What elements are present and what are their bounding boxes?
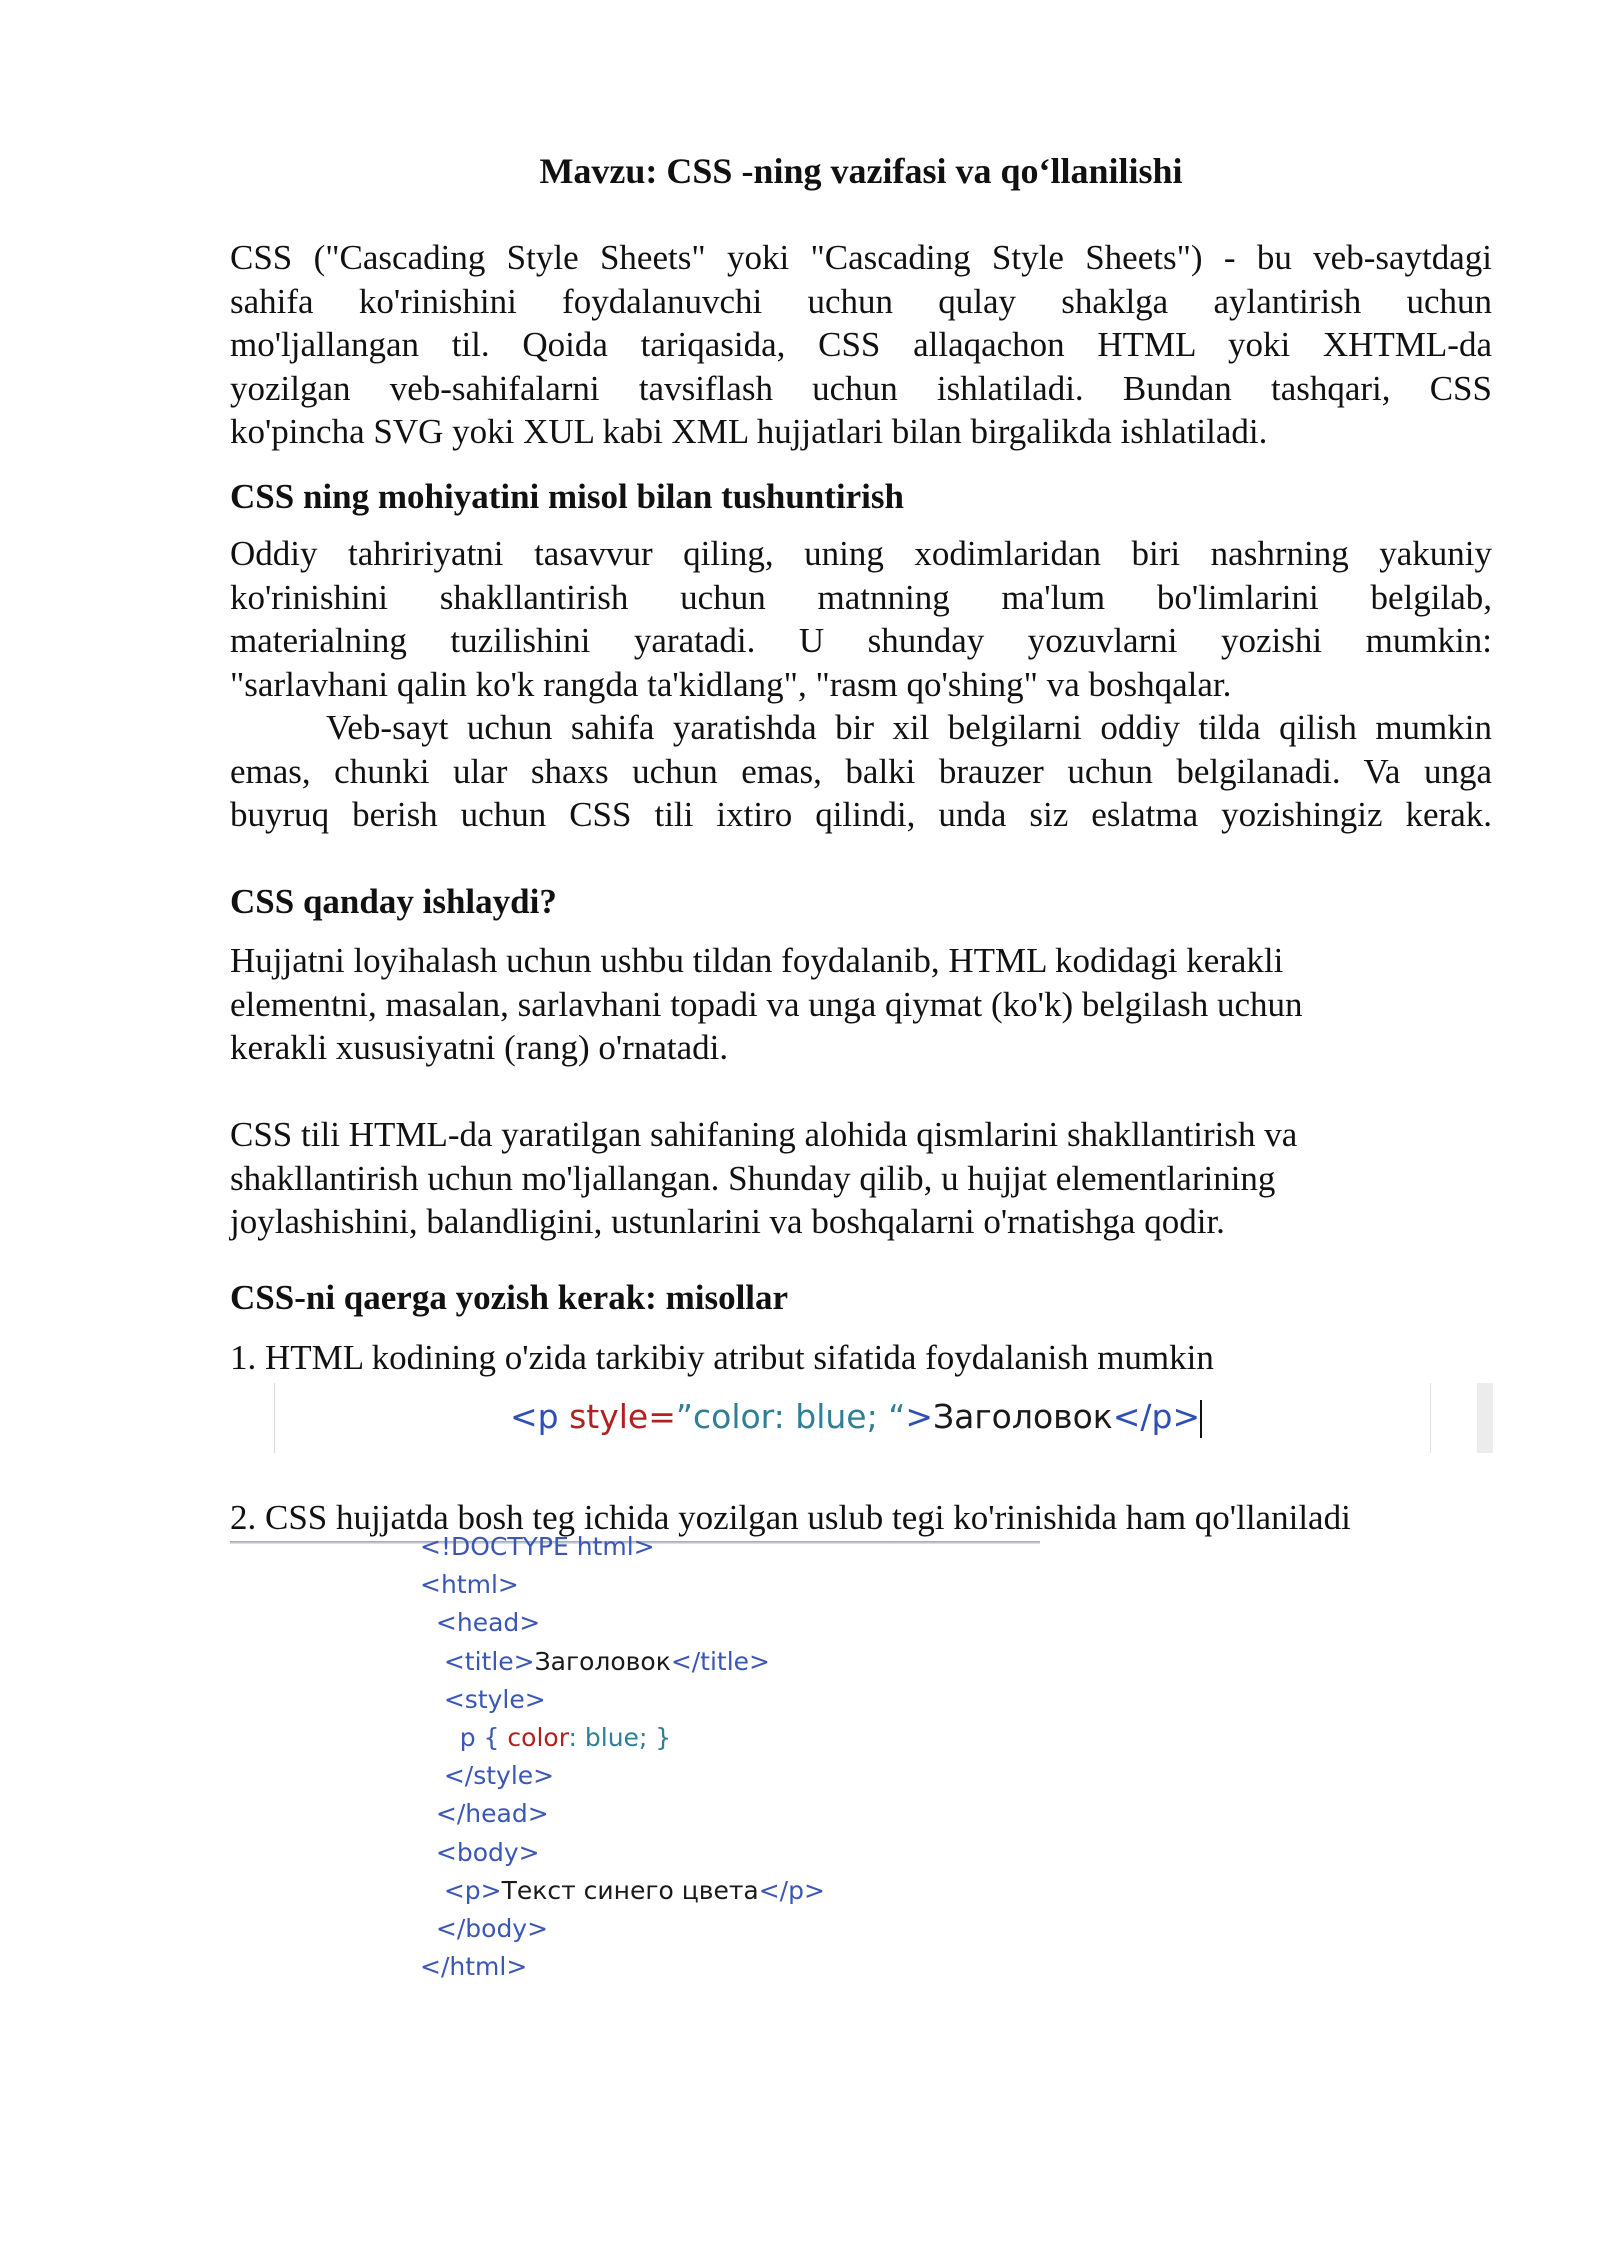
code-tag: </p> [1112, 1397, 1201, 1436]
section1-paragraph1 [230, 532, 1492, 706]
code-line: <head> [435, 1608, 541, 1638]
text-line: buyruq berish uchun CSS tili ixtiro qilindi, unda siz eslatma yozishingiz kerak. [230, 795, 1492, 835]
text-line: emas, chunki ular shaxs uchun emas, balki brauzer uchun belgilanadi. Va unga [230, 751, 1492, 791]
text-line: materialning tuzilishini yaratadi. U shunday yozuvlarni yozishi mumkin: [230, 621, 1492, 661]
code-line: <style> [443, 1684, 546, 1714]
code-text: Заголовок [534, 1646, 671, 1676]
intro-paragraph [230, 236, 1492, 454]
list-item-text: 1. HTML kodining o'zida tarkibiy atribut sifatida foydalanish mumkin [230, 1338, 1214, 1377]
section-heading: CSS qanday ishlaydi? [230, 882, 557, 921]
code-example-inline-style [274, 1383, 1493, 1453]
text-line: Veb-sayt uchun sahifa yaratishda bir xil belgilarni oddiy tilda qilish mumkin [326, 708, 1492, 747]
text-line: kerakli xususiyatni (rang) o'rnatadi. [230, 1028, 729, 1068]
section2-paragraph1 [230, 939, 1492, 1070]
text-line: CSS ("Cascading Style Sheets" yoki "Cascading Style Sheets") - bu veb-saytdagi [230, 238, 1492, 277]
section-heading: CSS-ni qaerga yozish kerak: misollar [230, 1278, 789, 1317]
text-line: ko'rinishini shakllantirish uchun matnning ma'lum bo'limlarini belgilab, [230, 577, 1492, 617]
code-line: </style> [443, 1761, 555, 1791]
text-line: "sarlavhani qalin ko'k rangda ta'kidlang", "rasm qo'shing" va boshqalar. [230, 664, 1232, 704]
code-tag: <title> [443, 1646, 535, 1676]
code-line: </body> [435, 1914, 549, 1944]
divider [1430, 1383, 1431, 1453]
code-line: <!DOCTYPE html> [420, 1532, 655, 1561]
code-tag: </title> [670, 1646, 771, 1676]
text-line: CSS tili HTML-da yaratilgan sahifaning alohida qismlarini shakllantirish va [230, 1115, 1298, 1154]
code-example-style-tag [420, 1528, 825, 1986]
code-block [420, 1528, 825, 1986]
section1-paragraph2 [230, 706, 1492, 837]
section2-paragraph2 [230, 1113, 1492, 1244]
code-line: <body> [435, 1837, 540, 1867]
scroll-grip [1477, 1383, 1493, 1453]
text-line: ko'pincha SVG yoki XUL kabi XML hujjatlari bilan birgalikda ishlatiladi. [230, 412, 1268, 452]
code-value: : blue; } [568, 1723, 672, 1753]
code-text: Текст синего цвета [501, 1875, 759, 1905]
code-tag: <p [510, 1397, 570, 1436]
text-line: Oddiy tahririyatni tasavvur qiling, uning xodimlaridan biri nashrning yakuniy [230, 534, 1492, 573]
code-tag: > [905, 1397, 933, 1436]
document-title: Mavzu: CSS -ning vazifasi va qo‘llanilishi [539, 151, 1183, 191]
code-attribute: style= [569, 1397, 676, 1436]
code-line: <html> [420, 1570, 519, 1600]
code-property: color [507, 1723, 569, 1753]
code-line: </html> [420, 1952, 528, 1982]
list-item-text: 2. CSS hujjatda bosh teg ichida yozilgan uslub tegi ko'rinishida ham qo'llaniladi [230, 1498, 1351, 1537]
code-line: </head> [435, 1799, 549, 1829]
code-selector: p { [459, 1723, 508, 1753]
text-line: yozilgan veb-sahifalarni tavsiflash uchun ishlatiladi. Bundan tashqari, CSS [230, 368, 1492, 408]
text-line: mo'ljallangan til. Qoida tariqasida, CSS allaqachon HTML yoki XHTML-da [230, 325, 1492, 365]
code-attribute-value: ”color: blue; “ [675, 1397, 906, 1436]
text-line: shakllantirish uchun mo'ljallangan. Shunday qilib, u hujjat elementlarining [230, 1158, 1276, 1198]
code-tag: <p> [443, 1875, 502, 1905]
list-item [230, 1336, 1492, 1380]
text-cursor [1200, 1400, 1202, 1438]
section-heading: CSS ning mohiyatini misol bilan tushuntirish [230, 477, 904, 516]
code-tag: </p> [758, 1875, 825, 1905]
text-line: Hujjatni loyihalash uchun ushbu tildan foydalanib, HTML kodidagi kerakli [230, 941, 1284, 980]
code-text: Заголовок [932, 1397, 1113, 1436]
code-line [510, 1397, 1202, 1438]
text-line: joylashishini, balandligini, ustunlarini va boshqalarni o'rnatishga qodir. [230, 1202, 1225, 1242]
text-line: elementni, masalan, sarlavhani topadi va unga qiymat (ko'k) belgilash uchun [230, 984, 1303, 1024]
text-line: sahifa ko'rinishini foydalanuvchi uchun qulay shaklga aylantirish uchun [230, 281, 1492, 321]
